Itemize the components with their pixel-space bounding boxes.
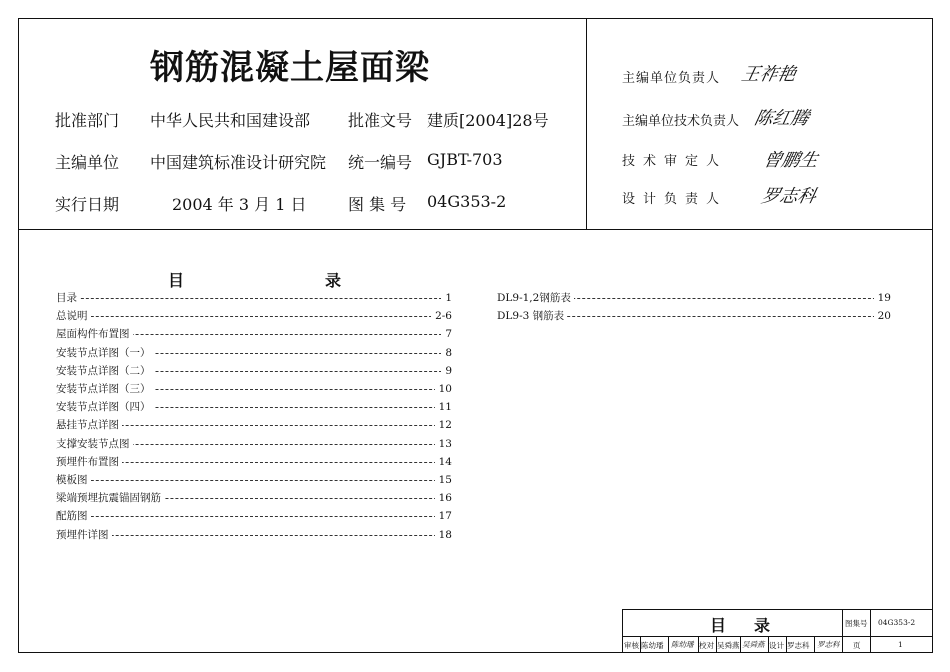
- signature-designer: 罗志科: [759, 186, 818, 207]
- toc-left-row[interactable]: [56, 381, 452, 397]
- toc-entry-label: 安装节点详图（四）: [56, 399, 154, 415]
- reviewer-name: 陈幼璠: [641, 641, 664, 650]
- toc-entry-page: 12: [435, 417, 452, 433]
- toc-entry-label: 预埋件布置图: [56, 454, 122, 470]
- signer-role-chief-editor: 主编单位负责人: [622, 71, 721, 86]
- toc-entry-label: 安装节点详图（一）: [56, 345, 154, 361]
- checker-name: 吴舜燕: [717, 641, 740, 650]
- toc-leader-line: [56, 516, 452, 517]
- toc-left-row[interactable]: [56, 290, 452, 306]
- toc-entry-page: 15: [435, 472, 452, 488]
- toc-entry-label: 总说明: [56, 308, 91, 324]
- approval-doc-value: 建质[2004]28号: [427, 111, 549, 130]
- toc-title-right: 录: [325, 271, 342, 290]
- toc-entry-label: DL9-3 钢筋表: [497, 308, 567, 324]
- toc-entry-page: 11: [435, 399, 452, 415]
- atlas-number-label: 图 集 号: [348, 195, 407, 214]
- toc-left-row[interactable]: [56, 363, 452, 379]
- toc-left-row[interactable]: [56, 399, 452, 415]
- toc-entry-page: 19: [874, 290, 891, 306]
- approval-dept-value: 中华人民共和国建设部: [150, 111, 311, 130]
- title-block: [622, 609, 933, 653]
- toc-leader-line: [56, 480, 452, 481]
- toc-entry-page: 20: [874, 308, 891, 324]
- toc-entry-page: 7: [441, 326, 452, 342]
- reviewer-signature: 陈幼璠: [671, 640, 694, 649]
- page-cell-value: 1: [898, 640, 903, 649]
- effective-date-label: 实行日期: [55, 195, 120, 214]
- toc-left-row[interactable]: [56, 508, 452, 524]
- toc-leader-line: [56, 535, 452, 536]
- toc-entry-page: 13: [435, 436, 452, 452]
- toc-right-row[interactable]: [497, 308, 891, 324]
- editor-unit-label: 主编单位: [55, 153, 120, 172]
- toc-right-row[interactable]: [497, 290, 891, 306]
- toc-entry-page: 17: [435, 508, 452, 524]
- unified-number-value: GJBT-703: [427, 150, 503, 169]
- toc-entry-page: 8: [441, 345, 452, 361]
- atlas-number-cell-label: 图集号: [845, 619, 868, 628]
- toc-entry-page: 1: [441, 290, 452, 306]
- toc-entry-label: 配筋图: [56, 508, 91, 524]
- toc-left-row[interactable]: [56, 490, 452, 506]
- toc-entry-label: 屋面构件布置图: [56, 326, 133, 342]
- designer-signature: 罗志科: [817, 640, 840, 649]
- designer-name: 罗志科: [787, 641, 810, 650]
- toc-leader-line: [56, 316, 452, 317]
- review-label: 审核: [624, 641, 639, 650]
- toc-left-row[interactable]: [56, 527, 452, 543]
- toc-title-left: 目: [168, 271, 185, 290]
- signer-role-reviewer: 技术审定人: [622, 154, 728, 169]
- signature-tech-chief: 陈红腾: [752, 108, 811, 129]
- header-vertical-divider: [586, 18, 587, 230]
- toc-left-row[interactable]: [56, 436, 452, 452]
- title-block-title-right: 录: [754, 616, 771, 635]
- toc-entry-label: DL9-1,2钢筋表: [497, 290, 574, 306]
- header-divider: [18, 229, 933, 230]
- toc-left-row[interactable]: [56, 417, 452, 433]
- signer-role-tech-chief: 主编单位技术负责人: [622, 114, 740, 129]
- toc-entry-page: 9: [441, 363, 452, 379]
- toc-left-row[interactable]: [56, 308, 452, 324]
- toc-entry-label: 目录: [56, 290, 80, 306]
- page-cell-label: 页: [853, 641, 861, 650]
- unified-number-label: 统一编号: [348, 153, 413, 172]
- toc-entry-page: 18: [435, 527, 452, 543]
- toc-left-row[interactable]: [56, 326, 452, 342]
- toc-entry-page: 2-6: [431, 308, 452, 324]
- atlas-title: 钢筋混凝土屋面梁: [150, 48, 430, 88]
- design-label: 设计: [769, 641, 784, 650]
- toc-entry-label: 安装节点详图（二）: [56, 363, 154, 379]
- checker-signature: 吴舜燕: [742, 640, 765, 649]
- toc-entry-label: 悬挂节点详图: [56, 417, 122, 433]
- approval-doc-label: 批准文号: [348, 111, 413, 130]
- toc-entry-page: 14: [435, 454, 452, 470]
- toc-left-row[interactable]: [56, 472, 452, 488]
- toc-entry-label: 安装节点详图（三）: [56, 381, 154, 397]
- toc-entry-label: 预埋件详图: [56, 527, 112, 543]
- toc-left-row[interactable]: [56, 345, 452, 361]
- approval-dept-label: 批准部门: [55, 111, 120, 130]
- toc-entry-label: 模板图: [56, 472, 91, 488]
- editor-unit-value: 中国建筑标准设计研究院: [150, 153, 327, 172]
- signature-reviewer: 曾鹏生: [761, 150, 820, 171]
- toc-entry-label: 梁端预埋抗震锚固钢筋: [56, 490, 164, 506]
- toc-entry-page: 16: [435, 490, 452, 506]
- toc-entry-page: 10: [435, 381, 452, 397]
- signer-role-designer: 设计负责人: [622, 192, 728, 207]
- toc-entry-label: 支撑安装节点图: [56, 436, 133, 452]
- signature-chief-editor: 王祚艳: [739, 64, 798, 85]
- atlas-number-cell-value: 04G353-2: [878, 618, 916, 627]
- toc-left-row[interactable]: [56, 454, 452, 470]
- atlas-number-value: 04G353-2: [427, 192, 507, 211]
- check-label: 校对: [699, 641, 714, 650]
- toc-leader-line: [56, 298, 452, 299]
- title-block-title-left: 目: [710, 616, 727, 635]
- effective-date-value: 2004 年 3 月 1 日: [172, 195, 307, 214]
